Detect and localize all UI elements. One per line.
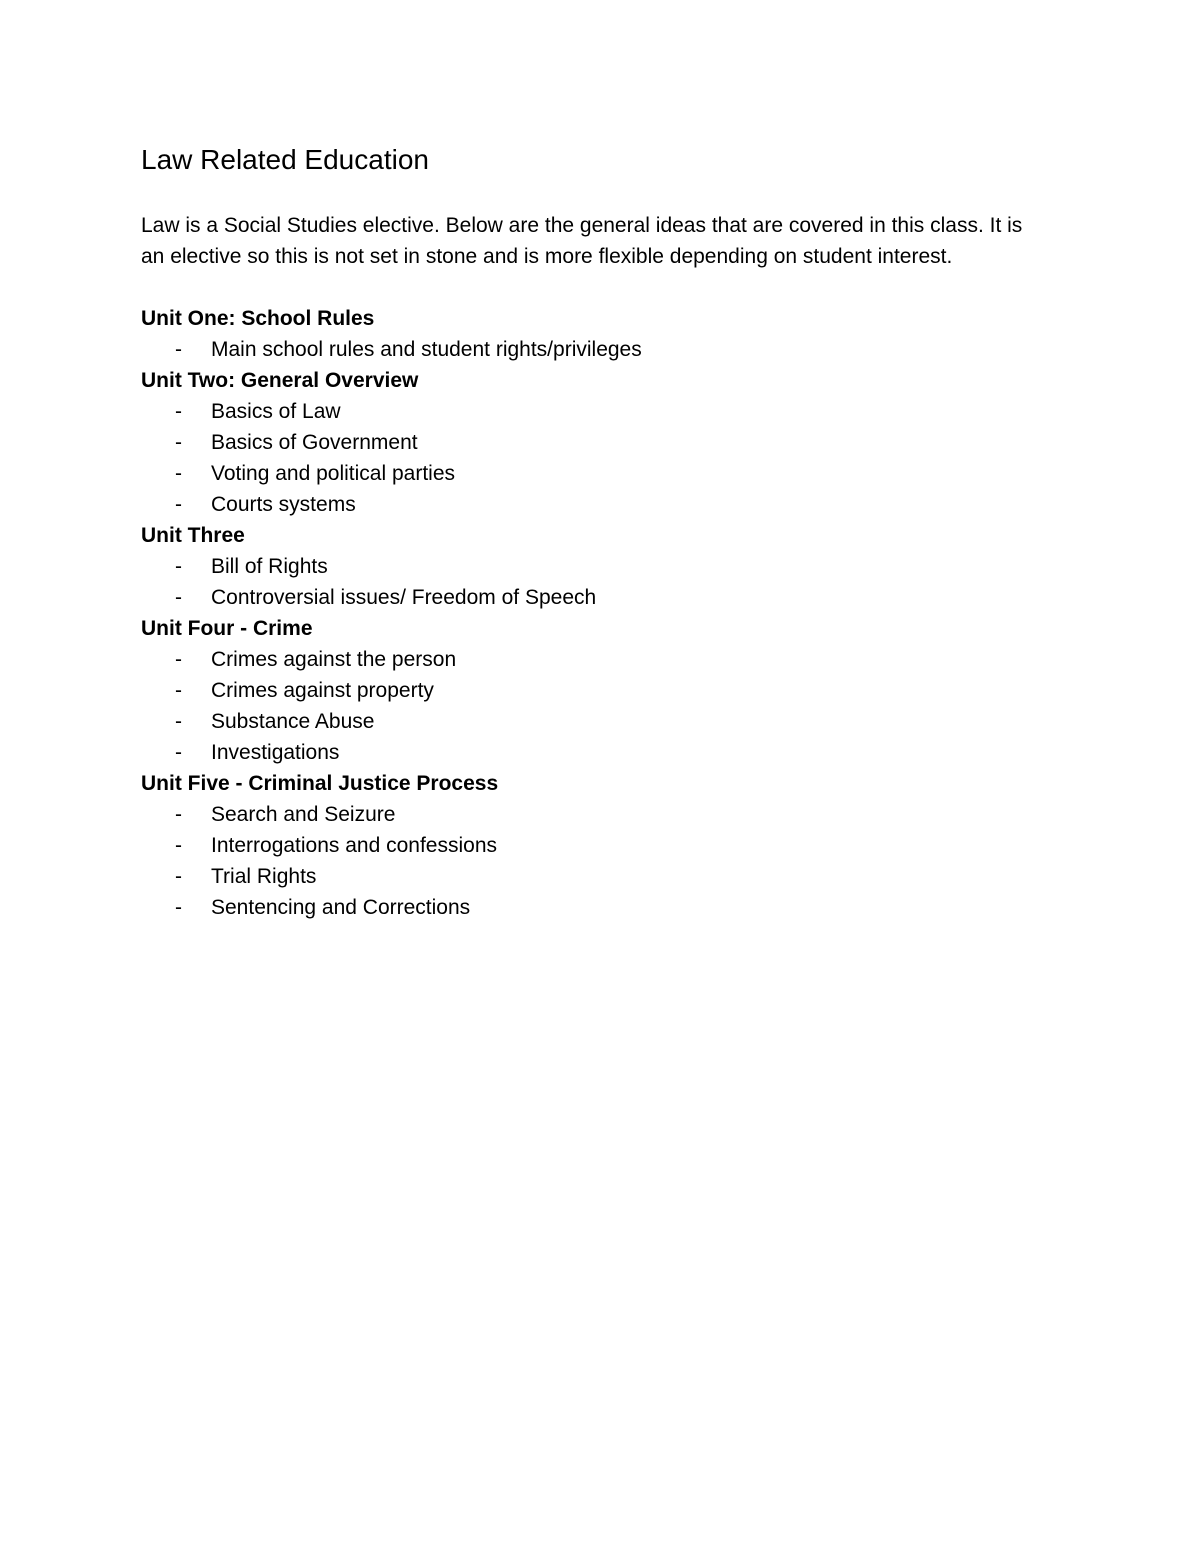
dash-bullet: -	[175, 865, 182, 888]
topic-text: Interrogations and confessions	[211, 834, 498, 857]
list-item	[141, 737, 1041, 768]
topic-text: Crimes against property	[211, 679, 434, 702]
topic-list	[141, 396, 1041, 520]
document-title: Law Related Education	[141, 144, 429, 175]
list-item	[141, 892, 1041, 923]
document-page	[141, 140, 1041, 923]
intro-paragraph: Law is a Social Studies elective. Below are the general ideas that are covered in this class. It is an elective so this is not set in stone and is more flexible depending on student interest.	[141, 214, 1023, 268]
unit-section	[141, 768, 1041, 923]
topic-text: Trial Rights	[211, 865, 317, 888]
dash-bullet: -	[175, 555, 182, 578]
dash-bullet: -	[175, 462, 182, 485]
topic-text: Investigations	[211, 741, 340, 764]
list-item	[141, 799, 1041, 830]
unit-section	[141, 365, 1041, 520]
topic-list	[141, 799, 1041, 923]
topic-text: Search and Seizure	[211, 803, 396, 826]
dash-bullet: -	[175, 803, 182, 826]
dash-bullet: -	[175, 896, 182, 919]
dash-bullet: -	[175, 834, 182, 857]
unit-heading: Unit Four - Crime	[141, 617, 313, 640]
unit-heading: Unit One: School Rules	[141, 307, 375, 330]
dash-bullet: -	[175, 586, 182, 609]
dash-bullet: -	[175, 400, 182, 423]
list-item	[141, 830, 1041, 861]
list-item	[141, 706, 1041, 737]
list-item	[141, 427, 1041, 458]
topic-text: Sentencing and Corrections	[211, 896, 471, 919]
dash-bullet: -	[175, 493, 182, 516]
topic-text: Controversial issues/ Freedom of Speech	[211, 586, 597, 609]
list-item	[141, 458, 1041, 489]
topic-text: Basics of Government	[211, 431, 418, 454]
topic-list	[141, 334, 1041, 365]
topic-text: Substance Abuse	[211, 710, 375, 733]
topic-text: Courts systems	[211, 493, 356, 516]
topic-text: Bill of Rights	[211, 555, 328, 578]
unit-section	[141, 303, 1041, 365]
dash-bullet: -	[175, 679, 182, 702]
list-item	[141, 582, 1041, 613]
unit-section	[141, 613, 1041, 768]
unit-heading: Unit Five - Criminal Justice Process	[141, 772, 499, 795]
unit-heading: Unit Two: General Overview	[141, 369, 419, 392]
unit-heading: Unit Three	[141, 524, 245, 547]
list-item	[141, 334, 1041, 365]
unit-section	[141, 520, 1041, 613]
unit-list	[141, 303, 1041, 923]
dash-bullet: -	[175, 431, 182, 454]
dash-bullet: -	[175, 741, 182, 764]
list-item	[141, 489, 1041, 520]
dash-bullet: -	[175, 648, 182, 671]
topic-text: Crimes against the person	[211, 648, 457, 671]
dash-bullet: -	[175, 338, 182, 361]
topic-text: Basics of Law	[211, 400, 341, 423]
list-item	[141, 644, 1041, 675]
topic-list	[141, 551, 1041, 613]
list-item	[141, 396, 1041, 427]
topic-text: Voting and political parties	[211, 462, 455, 485]
list-item	[141, 861, 1041, 892]
topic-text: Main school rules and student rights/privileges	[211, 338, 642, 361]
list-item	[141, 675, 1041, 706]
dash-bullet: -	[175, 710, 182, 733]
topic-list	[141, 644, 1041, 768]
list-item	[141, 551, 1041, 582]
